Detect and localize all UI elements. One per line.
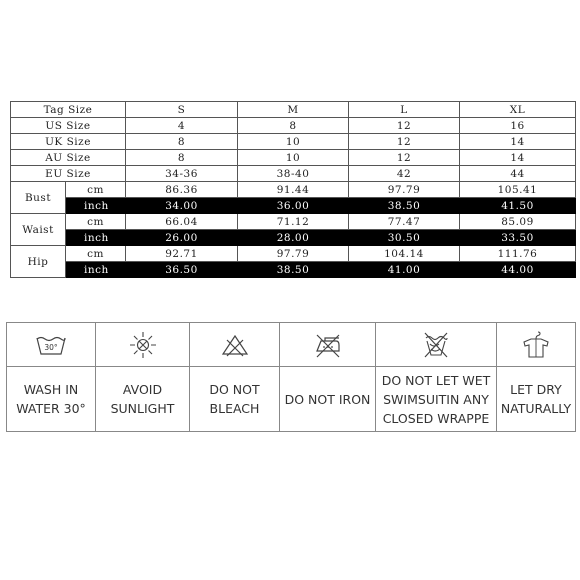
region-size-cell: 10 (238, 134, 349, 150)
region-size-cell: 44 (460, 166, 576, 182)
inch-value-cell: 33.50 (460, 230, 576, 246)
region-size-cell: 10 (238, 150, 349, 166)
region-size-row (11, 118, 576, 134)
no-iron-icon (312, 331, 344, 359)
region-label: AU Size (11, 150, 126, 166)
cm-value-cell: 86.36 (126, 182, 238, 198)
region-size-cell: 8 (238, 118, 349, 134)
region-label: US Size (11, 118, 126, 134)
inch-value-cell: 41.00 (349, 262, 460, 278)
wash-30-icon (34, 333, 68, 357)
cm-value-cell: 105.41 (460, 182, 576, 198)
region-size-cell: 14 (460, 150, 576, 166)
cm-value-cell: 66.04 (126, 214, 238, 230)
region-size-cell: 12 (349, 118, 460, 134)
size-header-cell: L (349, 102, 460, 118)
care-label-iron: DO NOT IRON (284, 391, 371, 407)
inch-value-cell: 36.50 (126, 262, 238, 278)
unit-cm-label: cm (66, 182, 126, 198)
measurement-inch-row (11, 230, 576, 246)
region-size-cell: 38-40 (238, 166, 349, 182)
tag-size-label: Tag Size (11, 102, 126, 118)
measurement-label: Hip (11, 246, 66, 278)
no-wring-icon (421, 330, 451, 360)
care-label-bleach: DO NOT BLEACH (209, 382, 260, 416)
region-label: UK Size (11, 134, 126, 150)
inch-value-cell: 26.00 (126, 230, 238, 246)
inch-value-cell: 30.50 (349, 230, 460, 246)
cm-value-cell: 92.71 (126, 246, 238, 262)
cm-value-cell: 104.14 (349, 246, 460, 262)
region-size-row (11, 150, 576, 166)
cm-value-cell: 111.76 (460, 246, 576, 262)
care-item-wet-swimsuit (376, 323, 497, 431)
measurement-inch-row (11, 262, 576, 278)
region-size-row (11, 134, 576, 150)
cm-value-cell: 91.44 (238, 182, 349, 198)
cm-value-cell: 77.47 (349, 214, 460, 230)
cm-value-cell: 85.09 (460, 214, 576, 230)
region-size-cell: 12 (349, 134, 460, 150)
measurement-cm-row (11, 182, 576, 198)
inch-value-cell: 38.50 (349, 198, 460, 214)
cm-value-cell: 97.79 (238, 246, 349, 262)
size-header-cell: M (238, 102, 349, 118)
care-item-iron (280, 323, 376, 431)
inch-value-cell: 34.00 (126, 198, 238, 214)
size-header-row (11, 102, 576, 118)
region-size-cell: 8 (126, 134, 238, 150)
region-size-cell: 16 (460, 118, 576, 134)
care-item-bleach (190, 323, 280, 431)
care-label-dry: LET DRY NATURALLY (500, 382, 572, 416)
care-label-sunlight: AVOID SUNLIGHT (110, 382, 175, 416)
region-size-cell: 4 (126, 118, 238, 134)
inch-value-cell: 36.00 (238, 198, 349, 214)
region-size-cell: 14 (460, 134, 576, 150)
care-label-wet-swimsuit: DO NOT LET WET SWIMSUITIN ANY CLOSED WRAPPE (381, 372, 491, 426)
region-size-cell: 34-36 (126, 166, 238, 182)
size-chart-table (10, 101, 576, 278)
unit-inch-label: inch (66, 198, 126, 214)
measurement-inch-row (11, 198, 576, 214)
no-bleach-icon (220, 332, 250, 358)
region-size-cell: 8 (126, 150, 238, 166)
size-header-cell: S (126, 102, 238, 118)
cm-value-cell: 97.79 (349, 182, 460, 198)
care-item-sunlight (96, 323, 190, 431)
inch-value-cell: 44.00 (460, 262, 576, 278)
care-item-wash (7, 323, 96, 431)
inch-value-cell: 41.50 (460, 198, 576, 214)
care-label-wash: WASH IN WATER 30° (16, 382, 86, 416)
measurement-label: Bust (11, 182, 66, 214)
measurement-label: Waist (11, 214, 66, 246)
sun-icon (128, 330, 158, 360)
care-item-dry (497, 323, 575, 431)
unit-inch-label: inch (66, 262, 126, 278)
cm-value-cell: 71.12 (238, 214, 349, 230)
wash-temperature-label: 30° (44, 342, 58, 352)
region-size-cell: 12 (349, 150, 460, 166)
measurement-cm-row (11, 214, 576, 230)
inch-value-cell: 38.50 (238, 262, 349, 278)
dry-naturally-icon (521, 330, 551, 360)
care-instructions-panel (6, 322, 576, 432)
region-size-cell: 42 (349, 166, 460, 182)
size-header-cell: XL (460, 102, 576, 118)
unit-cm-label: cm (66, 214, 126, 230)
region-label: EU Size (11, 166, 126, 182)
region-size-row (11, 166, 576, 182)
unit-cm-label: cm (66, 246, 126, 262)
measurement-cm-row (11, 246, 576, 262)
inch-value-cell: 28.00 (238, 230, 349, 246)
unit-inch-label: inch (66, 230, 126, 246)
